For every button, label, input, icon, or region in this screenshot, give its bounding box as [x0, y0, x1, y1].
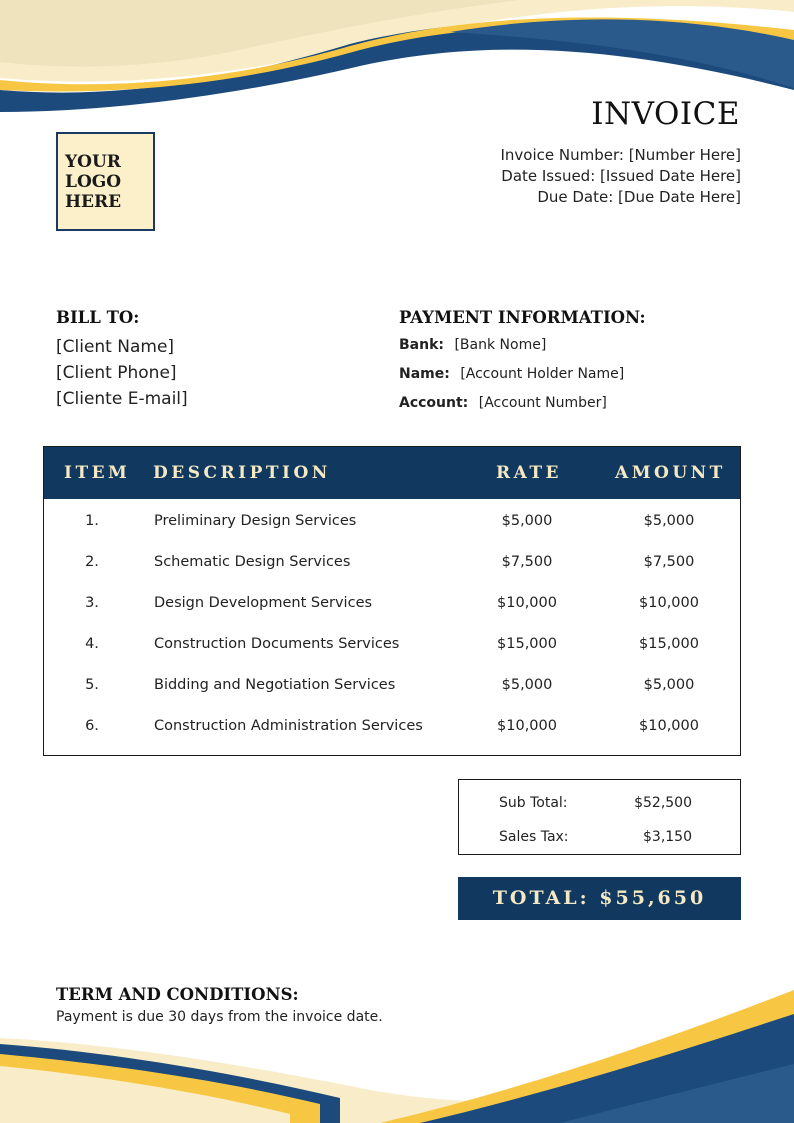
row-amount: $10,000: [639, 595, 699, 611]
row-rate: $5,000: [501, 513, 553, 529]
row-number: 5.: [85, 677, 99, 693]
payment-bank-row: [399, 337, 546, 353]
row-description: Schematic Design Services: [154, 554, 351, 570]
row-rate: $10,000: [497, 595, 557, 611]
table-row: [44, 708, 740, 749]
payment-bank-label: Bank:: [399, 337, 444, 353]
header-amount: AMOUNT: [615, 463, 726, 483]
row-number: 4.: [85, 636, 99, 652]
subtotal-box: [458, 779, 741, 855]
row-description: Design Development Services: [154, 595, 373, 611]
row-rate: $15,000: [497, 636, 557, 652]
payment-account-row: [399, 395, 607, 411]
logo-text: YOUR LOGO HERE: [65, 152, 122, 212]
tax-label: Sales Tax:: [499, 829, 569, 845]
row-amount: $15,000: [639, 636, 699, 652]
row-number: 6.: [85, 718, 99, 734]
tax-value: $3,150: [643, 829, 692, 845]
terms-text: Payment is due 30 days from the invoice date.: [56, 1009, 383, 1025]
payment-name-label: Name:: [399, 366, 450, 382]
items-table: [43, 446, 741, 756]
subtotal-label: Sub Total:: [499, 795, 568, 811]
row-amount: $10,000: [639, 718, 699, 734]
due-date: Due Date: [Due Date Here]: [537, 188, 741, 206]
client-phone: [Client Phone]: [56, 363, 177, 383]
row-amount: $7,500: [643, 554, 695, 570]
bill-to-heading: BILL TO:: [56, 308, 140, 327]
total-amount: TOTAL: $55,650: [458, 877, 741, 920]
payment-name-row: [399, 366, 624, 382]
header-rate: RATE: [496, 463, 562, 483]
table-row: [44, 503, 740, 544]
payment-bank-value: [Bank Nome]: [454, 337, 547, 353]
invoice-number: Invoice Number: [Number Here]: [500, 146, 741, 164]
bottom-wave-decoration: [0, 980, 794, 1123]
table-row: [44, 667, 740, 708]
row-description: Construction Documents Services: [154, 636, 400, 652]
items-table-header: [44, 447, 740, 499]
terms-heading: TERM AND CONDITIONS:: [56, 985, 299, 1004]
row-rate: $10,000: [497, 718, 557, 734]
row-number: 1.: [85, 513, 99, 529]
subtotal-value: $52,500: [634, 795, 692, 811]
logo-placeholder: [56, 132, 155, 231]
table-row: [44, 585, 740, 626]
row-description: Construction Administration Services: [154, 718, 423, 734]
bill-to-details: [56, 334, 188, 412]
payment-info-heading: PAYMENT INFORMATION:: [399, 308, 646, 327]
date-issued: Date Issued: [Issued Date Here]: [501, 167, 741, 185]
client-name: [Client Name]: [56, 337, 175, 357]
row-number: 3.: [85, 595, 99, 611]
row-description: Preliminary Design Services: [154, 513, 357, 529]
row-number: 2.: [85, 554, 99, 570]
row-rate: $7,500: [501, 554, 553, 570]
table-row: [44, 626, 740, 667]
row-rate: $5,000: [501, 677, 553, 693]
payment-name-value: [Account Holder Name]: [460, 366, 625, 382]
row-description: Bidding and Negotiation Services: [154, 677, 396, 693]
invoice-title: INVOICE: [591, 96, 740, 132]
header-item: ITEM: [64, 463, 131, 483]
row-amount: $5,000: [643, 677, 695, 693]
table-row: [44, 544, 740, 585]
header-description: DESCRIPTION: [153, 463, 331, 483]
invoice-meta: [500, 145, 741, 208]
row-amount: $5,000: [643, 513, 695, 529]
payment-account-value: [Account Number]: [478, 395, 607, 411]
payment-account-label: Account:: [399, 395, 469, 411]
client-email: [Cliente E-mail]: [56, 389, 188, 409]
